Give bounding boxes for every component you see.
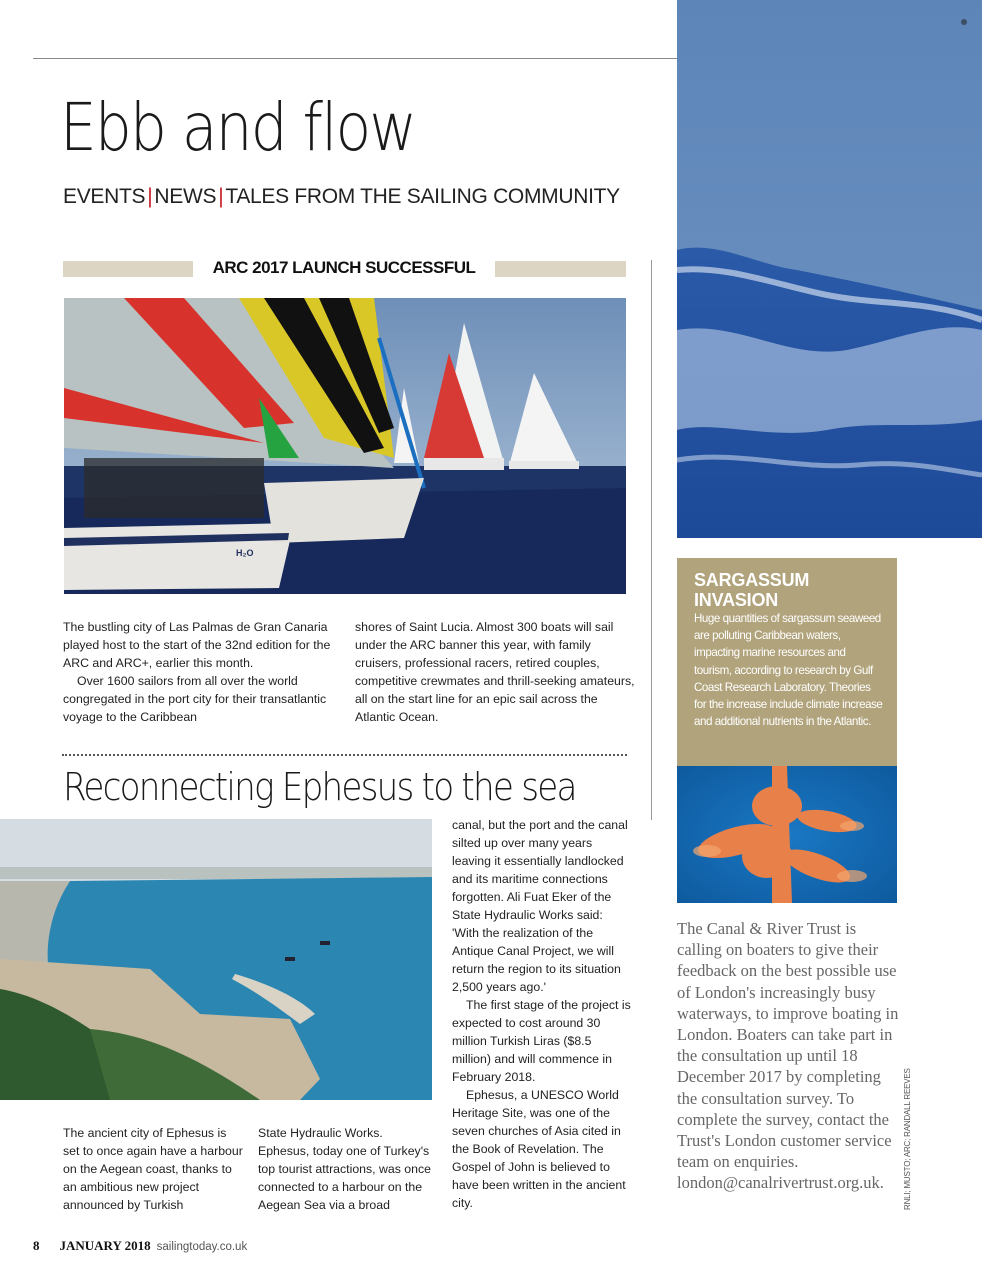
separator: | bbox=[147, 185, 153, 208]
sargassum-seaweed-photo bbox=[677, 766, 897, 903]
page-title: Ebb and flow bbox=[60, 89, 416, 166]
arc-column-1 bbox=[63, 618, 343, 726]
arc-column-2 bbox=[355, 618, 635, 726]
page-number: 8 bbox=[33, 1238, 40, 1253]
ephesus-column-2 bbox=[258, 1124, 438, 1214]
ephesus-column-3 bbox=[452, 816, 632, 1212]
separator: | bbox=[218, 185, 224, 208]
section-subtitle bbox=[63, 185, 620, 209]
arc-paragraph-1: The bustling city of Las Palmas de Gran Canaria played host to the start of the 32nd edition for the ARC and ARC+, earlier this month. bbox=[63, 620, 331, 670]
arc-paragraph-3: shores of Saint Lucia. Almost 300 boats will sail under the ARC banner this year, with family cruisers, professional racers, retired couples, competitive crewmates and thrill-seeking amateurs, all on the start line for an epic sail across the Atlantic Ocean. bbox=[355, 620, 635, 724]
subtitle-news: NEWS bbox=[154, 185, 217, 208]
arc-paragraph-2: Over 1600 sailors from all over the world congregated in the port city for their transatlantic voyage to the Caribbean bbox=[63, 674, 327, 724]
headline-bar-left bbox=[63, 261, 193, 277]
ephesus-paragraph-3: Ephesus, today one of Turkey's top tourist attractions, was once connected to a harbour on the Aegean Sea via a broad bbox=[258, 1144, 431, 1212]
subtitle-events: EVENTS bbox=[63, 185, 146, 208]
ephesus-harbour-photo bbox=[0, 819, 432, 1100]
top-rule bbox=[33, 58, 678, 59]
issue-date: JANUARY 2018 bbox=[59, 1238, 151, 1253]
ephesus-paragraph-6: Ephesus, a UNESCO World Heritage Site, was one of the seven churches of Asia cited in the Book of Revelation. The Gospel of John is believed to have been written in the ancient city. bbox=[452, 1088, 626, 1210]
headline-bar-right bbox=[495, 261, 626, 277]
arc-headline: ARC 2017 LAUNCH SUCCESSFUL bbox=[212, 258, 476, 277]
sargassum-sidebar bbox=[677, 558, 897, 766]
subtitle-tales: TALES FROM THE SAILING COMMUNITY bbox=[225, 185, 620, 208]
photo-credit: RNLI; MUSTO; ARC; RANDALL REEVES bbox=[903, 1068, 912, 1210]
ephesus-paragraph-5: The first stage of the project is expected to cost around 30 million Turkish Liras ($8.5 million) and will commence in February 2018. bbox=[452, 998, 631, 1084]
sargassum-title-line-1: SARGASSUM bbox=[694, 570, 810, 590]
ocean-wave-photo bbox=[677, 0, 982, 538]
ephesus-paragraph-2: State Hydraulic Works. bbox=[258, 1126, 383, 1140]
dotted-divider bbox=[62, 754, 627, 756]
ephesus-paragraph-4: canal, but the port and the canal silted up over many years leaving it essentially landlocked and its maritime connections forgotten. Ali Fuat Eker of the State Hydraulic Works said: 'With the realization of the Antique Canal Project, we will return the region to its situation 2,500 years ago.' bbox=[452, 818, 628, 994]
svg-text:H₂O: H₂O bbox=[236, 548, 254, 558]
ephesus-headline: Reconnecting Ephesus to the sea bbox=[63, 765, 576, 809]
arc-sailing-photo bbox=[64, 298, 626, 594]
ephesus-column-1 bbox=[63, 1124, 243, 1214]
sargassum-title-line-2: INVASION bbox=[694, 590, 779, 610]
sargassum-title bbox=[694, 570, 885, 610]
canal-trust-brief: The Canal & River Trust is calling on boaters to give their feedback on the best possible use of London's increasingly busy waterways, to improve boating in London. Boaters can take part in the consultation up until 18 December 2017 by completing the consultation survey. To complete the survey, contact the Trust's London customer service team on enquiries. london@canalrivertrust.org.uk. bbox=[677, 919, 899, 1193]
website-link[interactable]: sailingtoday.co.uk bbox=[156, 1241, 248, 1253]
ephesus-paragraph-1: The ancient city of Ephesus is set to once again have a harbour on the Aegean coast, thanks to an ambitious new project announced by Turkish bbox=[63, 1126, 243, 1212]
column-divider bbox=[651, 260, 652, 820]
page-footer bbox=[33, 1238, 247, 1254]
sargassum-body: Huge quantities of sargassum seaweed are polluting Caribbean waters, impacting marine resources and tourism, according to research by Gulf Coast Research Laboratory. Theories for the increase include climate increase and additional nutrients in the Atlantic. bbox=[694, 612, 883, 729]
